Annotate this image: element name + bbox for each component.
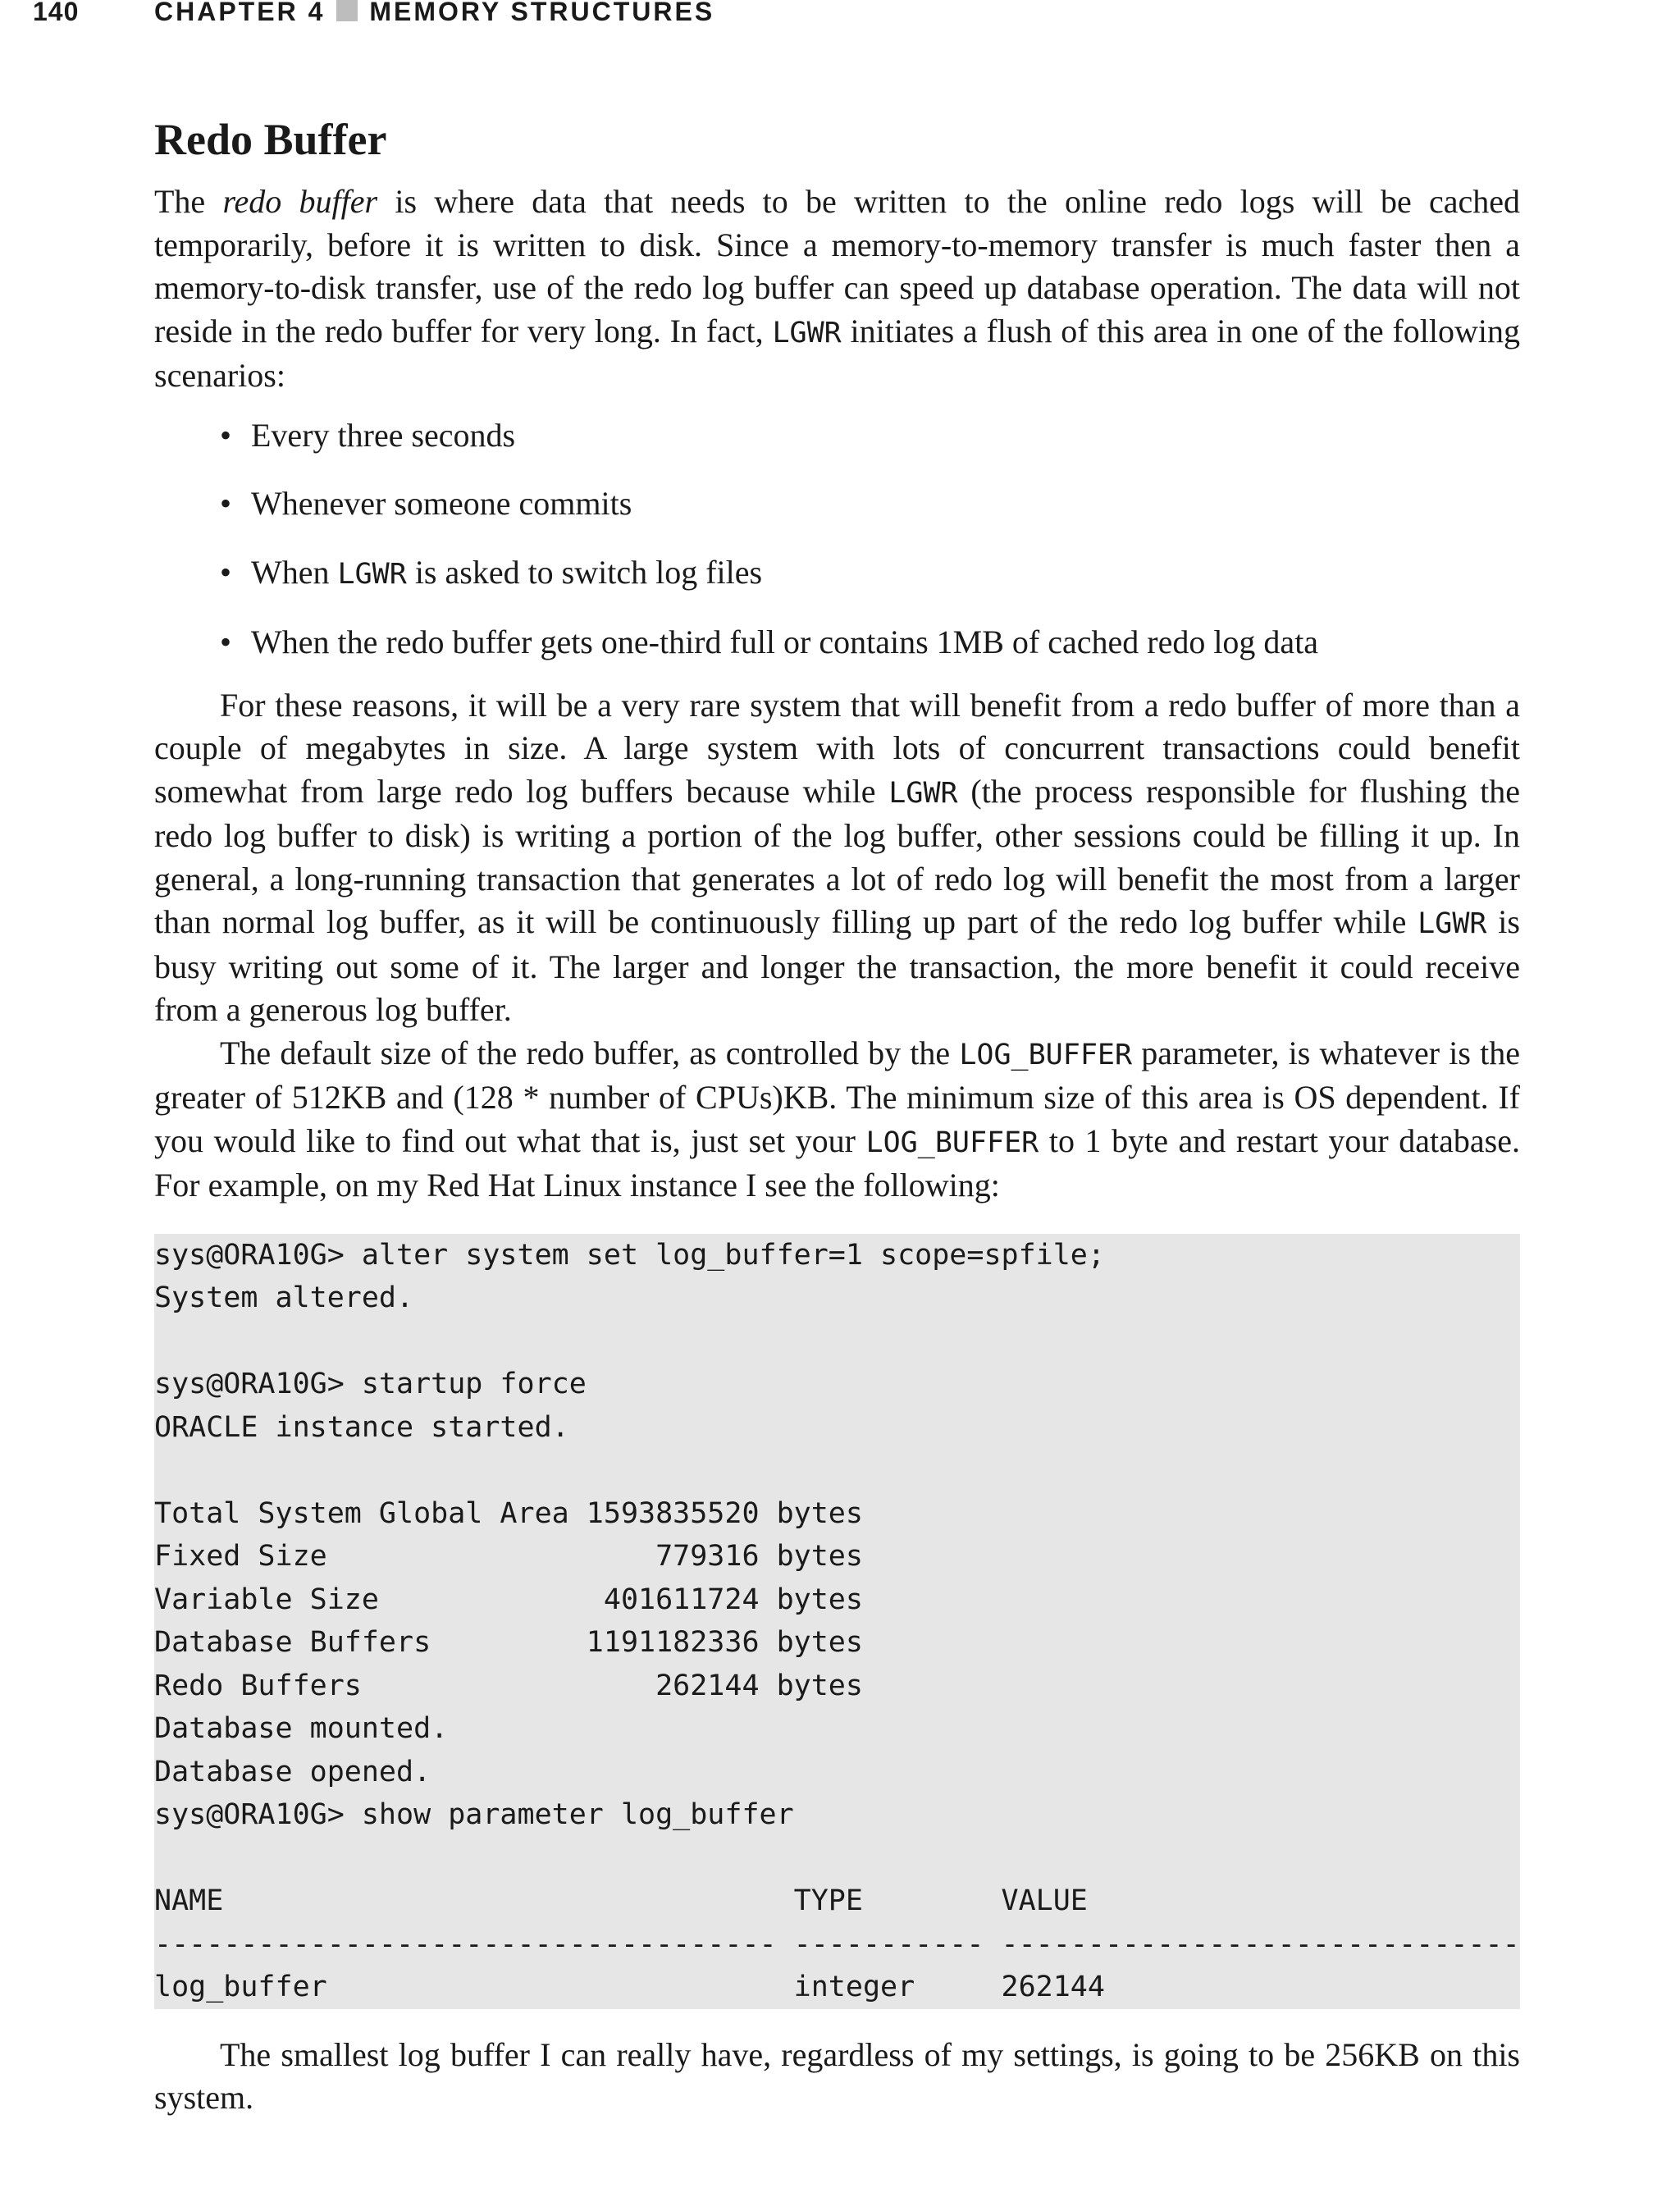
intro-code-lgwr: LGWR xyxy=(772,316,842,349)
para3-text-2: parameter, is whatever is the greater of 512KB and (128 * number of CPUs)KB. The minimum size of this area is OS dependent. If you would like to find out what that is, just set your xyxy=(154,1034,1520,1159)
list-item xyxy=(154,414,1520,458)
intro-lead: The xyxy=(154,183,223,220)
scenario-list xyxy=(154,414,1520,665)
separator-square-icon xyxy=(336,0,358,21)
chapter-title: MEMORY STRUCTURES xyxy=(369,0,715,26)
page-body xyxy=(154,113,1520,2120)
para2-code-1: LGWR xyxy=(888,776,958,810)
list-item xyxy=(154,621,1520,665)
intro-paragraph xyxy=(154,180,1520,398)
bullet-icon: • xyxy=(220,553,232,591)
bullet-icon: • xyxy=(220,485,232,522)
para3-text-1: The default size of the redo buffer, as controlled by the xyxy=(220,1034,960,1071)
intro-term: redo buffer xyxy=(222,183,378,220)
closing-paragraph: The smallest log buffer I can really have, regardless of my settings, is going to be 256KB on this system. xyxy=(154,2035,1520,2116)
running-header xyxy=(0,0,1680,33)
list-item-text-post: is asked to switch log files xyxy=(406,553,763,591)
para2-text-3: is busy writing out some of it. The larger and longer the transaction, the more benefit it could receive from a generous log buffer. xyxy=(154,903,1520,1028)
para2-text-2: (the process responsible for flushing the redo log buffer to disk) is writing a portion of the log buffer, other sessions could be filling it up. In general, a long-running transaction that generates a lot of redo log will benefit the most from a larger than normal log buffer, as it will be continuously filling up part of the redo log buffer while xyxy=(154,772,1520,940)
running-head xyxy=(154,0,714,27)
code-listing xyxy=(154,1234,1520,2009)
list-item-text: Whenever someone commits xyxy=(251,485,632,522)
section-heading: Redo Buffer xyxy=(154,115,387,164)
code-listing-text: sys@ORA10G> alter system set log_buffer=1 scope=spfile; System altered. sys@ORA10G> startup force ORACLE instance started. Total System Global Area 1593835520 bytes Fixed Size 779316 bytes Variable Size 401611724 bytes Database Buffers 1191182336 bytes Redo Buffers 262144 bytes Database mounted. Database opened. sys@ORA10G> show parameter log_buffer NAME TYPE VALUE ------------------------------------ ----------- ------------------------------ log_buffer integer 262144 xyxy=(154,1238,1520,2003)
para2-text-1: For these reasons, it will be a very rare system that will benefit from a redo buffer of more than a couple of megabytes in size. A large system with lots of concurrent transactions could benefit somewhat from large redo log buffers because while xyxy=(154,686,1520,810)
para2-code-2: LGWR xyxy=(1418,907,1487,940)
chapter-label: CHAPTER 4 xyxy=(154,0,326,26)
list-item-text-pre: When xyxy=(251,553,338,591)
para3-code-2: LOG_BUFFER xyxy=(865,1126,1039,1159)
list-item xyxy=(154,551,1520,596)
intro-text-2: initiates a flush of this area in one of the following scenarios: xyxy=(154,312,1520,394)
body-paragraph-2 xyxy=(154,684,1520,1032)
body-paragraph-3 xyxy=(154,1032,1520,1208)
list-item-text: When the redo buffer gets one-third full or contains 1MB of cached redo log data xyxy=(251,623,1319,660)
list-item xyxy=(154,482,1520,526)
bullet-icon: • xyxy=(220,623,232,660)
list-item-text: Every three seconds xyxy=(251,416,516,454)
page-number: 140 xyxy=(33,0,80,26)
list-item-code: LGWR xyxy=(337,557,407,591)
para3-code-1: LOG_BUFFER xyxy=(959,1038,1133,1071)
para3-text-3: to 1 byte and restart your database. For example, on my Red Hat Linux instance I see the following: xyxy=(154,1121,1520,1204)
intro-text-1: is where data that needs to be written to the online redo logs will be cached temporarily, before it is written to disk. Since a memory-to-memory transfer is much faster then a memory-to-disk transfer, use of the redo log buffer can speed up database operation. The data will not reside in the redo buffer for very long. In fact, xyxy=(154,183,1520,349)
bullet-icon: • xyxy=(220,416,232,454)
